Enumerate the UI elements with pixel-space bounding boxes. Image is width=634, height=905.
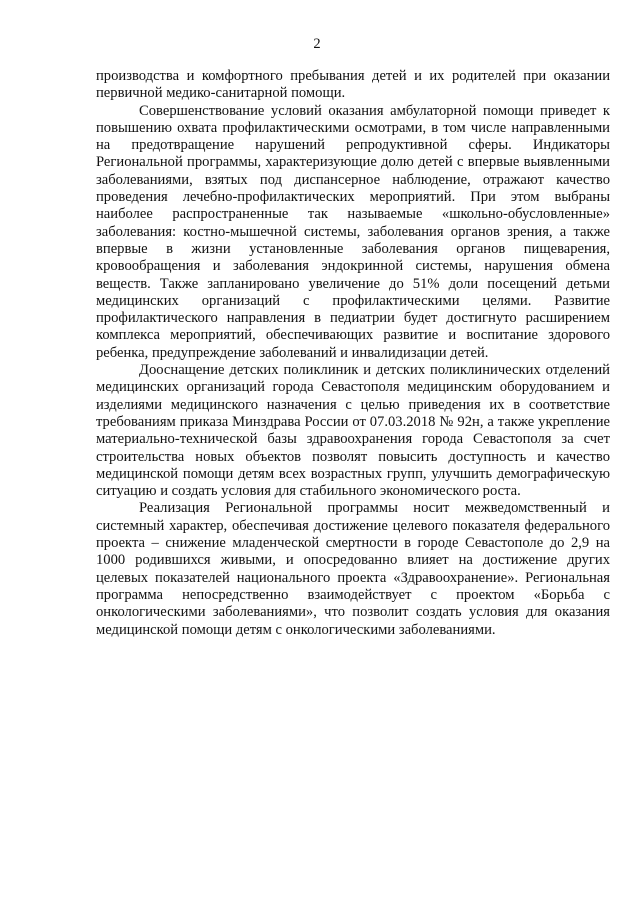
paragraph: Реализация Региональной программы носит межведомственный и системный характер, обеспечивая достижение целевого показателя федерального проекта – снижение младенческой смертности в городе Севастополе до 2,9 на 1000 родившихся живыми, и опосредованно влияет на достижение других целевых показателей национального проекта «Здравоохранение». Региональная программа непосредственно взаимодействует с проектом «Борьба с онкологическими заболеваниями», что позволит создать условия для оказания медицинской помощи детям с онкологическими заболеваниями.	[96, 500, 610, 638]
document-body	[96, 68, 610, 639]
paragraph: производства и комфортного пребывания детей и их родителей при оказании первичной медико-санитарной помощи.	[96, 68, 610, 102]
paragraph: Совершенствование условий оказания амбулаторной помощи приведет к повышению охвата профилактическими осмотрами, в том числе направленными на предотвращение нарушений репродуктивной сферы. Индикаторы Региональной программы, характеризующие долю детей с впервые выявленными заболеваниями, взятых под диспансерное наблюдение, отражают качество проведения лечебно-профилактических мероприятий. При этом выбраны наиболее распространенные так называемые «школьно-обусловленные» заболевания: костно-мышечной системы, заболевания органов зрения, а также впервые в жизни установленные заболевания органов пищеварения, кровообращения и заболевания эндокринной системы, нарушения обмена веществ. Также запланировано увеличение до 51% доли посещений детьми медицинских организаций с профилактическими целями. Развитие профилактического направления в педиатрии будет достигнуто расширением комплекса мероприятий, обеспечивающих развитие и воспитание здорового ребенка, предупреждение заболеваний и инвалидизации детей.	[96, 102, 610, 361]
paragraph: Дооснащение детских поликлиник и детских поликлинических отделений медицинских организаций города Севастополя медицинским оборудованием и изделиями медицинского назначения с целью приведения их в соответствие требованиям приказа Минздрава России от 07.03.2018 № 92н, а также укрепление материально-технической базы здравоохранения города Севастополя за счет строительства новых объектов позволят повысить доступность и качество медицинской помощи детям всех возрастных групп, улучшить демографическую ситуацию и создать условия для стабильного экономического роста.	[96, 362, 610, 500]
page-number: 2	[313, 36, 321, 52]
